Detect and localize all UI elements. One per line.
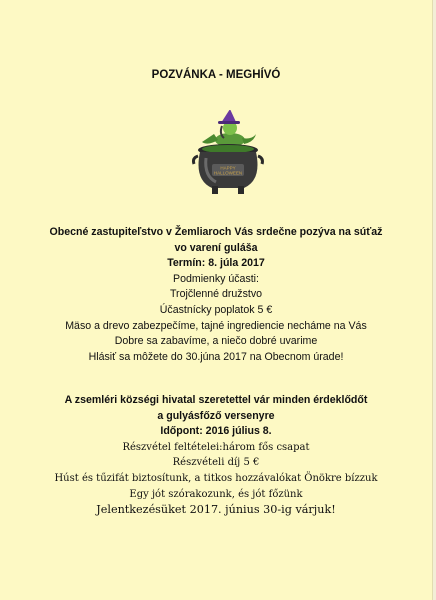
hungarian-fun: Egy jót szórakozunk, és jót főzünk	[129, 488, 303, 500]
hungarian-heading-line2: a gulyásfőző versenyre	[157, 409, 275, 422]
slovak-section	[0, 225, 432, 365]
page-title: POZVÁNKA - MEGHÍVÓ	[151, 69, 281, 81]
witch-cauldron-image	[188, 110, 268, 196]
cauldron-label-line1: HAPPY	[220, 165, 236, 171]
hungarian-heading-line1: A zsemléri községi hivatal szeretettel vár minden érdeklődőt	[64, 394, 368, 406]
slovak-fun: Dobre sa zabavíme, a niečo dobré uvarime	[114, 335, 318, 348]
hungarian-ingredients: Húst és tűzifát biztosítunk, a titkos hozzávalókat Önökre bízzuk	[54, 472, 378, 484]
cauldron-label-line2: HALLOWEEN	[213, 170, 243, 176]
slovak-heading-line1: Obecné zastupiteľstvo v Žemliaroch Vás srdečne pozýva na súťaž	[49, 226, 383, 238]
slovak-fee: Účastnícky poplatok 5 €	[159, 303, 273, 316]
slovak-conditions: Podmienky účasti:	[173, 272, 259, 285]
slovak-heading-line2: vo varení guláša	[174, 241, 258, 254]
hungarian-register: Jelentkezésüket 2017. június 30-ig várjuk!	[96, 503, 336, 517]
hungarian-conditions: Részvétel feltételei:három fős csapat	[122, 441, 310, 453]
hungarian-fee: Részvételi díj 5 €	[172, 457, 260, 469]
slovak-date: Termín: 8. júla 2017	[167, 257, 265, 270]
slovak-team: Trojčlenné družstvo	[169, 288, 263, 301]
hungarian-section	[0, 393, 432, 518]
slovak-ingredients: Mäso a drevo zabezpečíme, tajné ingrediencie necháme na Vás	[65, 319, 367, 332]
slovak-register: Hlásiť sa môžete do 30.júna 2017 na Obecnom úrade!	[88, 350, 344, 363]
hungarian-date: Időpont: 2016 július 8.	[160, 425, 272, 438]
